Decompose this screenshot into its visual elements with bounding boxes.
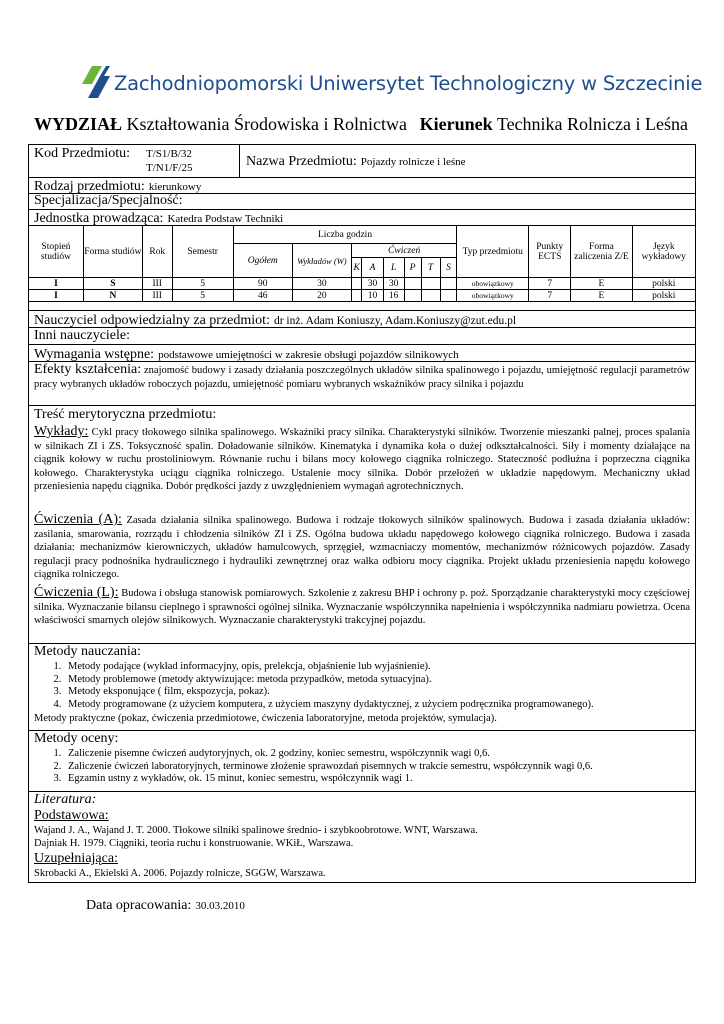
assessment-label: Metody oceny: (34, 731, 119, 746)
header-type: Typ przedmiotu (457, 226, 529, 278)
outcomes-text: Efekty kształcenia: znajomość budowy i zasady działania poszczególnych układów silnika spalinowego i pojazdu, umiejętność regulacji parametrów pracy wybranych układów roboczych pojazdu, umiejętność pomiaru wybranych wskaźników pracy silnika i pojazdu (34, 362, 691, 390)
literature-label: Literatura: (34, 792, 97, 807)
requirements-value: podstawowe umiejętności w zakresie obsługi pojazdów silnikowych (158, 349, 459, 361)
course-type-row (28, 178, 696, 194)
list-item: Skrobacki A., Ekielski A. 2006. Pojazdy rolnicze, SGGW, Warszawa. (34, 868, 326, 879)
requirements-row (28, 345, 696, 362)
course-code-label: Kod Przedmiotu: (34, 146, 131, 161)
methods-label: Metody nauczania: (34, 644, 141, 659)
other-teachers-label: Inni nauczyciele: (34, 328, 131, 343)
header-pass: Forma zaliczenia Z/E (571, 226, 632, 278)
header-k: K (351, 258, 362, 278)
header-t: T (421, 258, 440, 278)
header-lectures: Wykładów (W) (292, 244, 351, 278)
hours-table (28, 225, 696, 302)
table-row: I N III 5 46 20 10 16 obowiązkowy 7 E polski (29, 290, 696, 302)
header-level: Stopień studiów (29, 226, 84, 278)
header-ects: Punkty ECTS (529, 226, 571, 278)
header-lang: Język wykładowy (632, 226, 695, 278)
literature-supp-label: Uzupełniająca: (34, 851, 118, 866)
assessment-section (28, 731, 696, 792)
course-type-value: kierunkowy (148, 181, 202, 193)
table-row: I S III 5 90 30 30 30 obowiązkowy 7 E polski (29, 278, 696, 290)
lectures-text: Wykłady: Cykl pracy tłokowego silnika spalinowego. Wskaźniki pracy silnika. Charakterystyki silników. Tworzenie mieszanki palnej, proces spalania w silnikach ZI i ZS. Toksyczność spalin. Doładowanie silników. Kinematyka i dynamika koła o dużej odkształcalności. Siły i momenty działające na ciągnik kołowy w ruchu prostoliniowym. Równanie ruchu i bilans mocy kołowego ciągnika rolniczego. Stateczność podłużna i poprzeczna ciągnika kołowego. Charakterystyka uciągu ciągnika rolniczego. Ustalenie mocy silnika. Dobór przełożeń w układzie napędowym. Mechaniczny układ przeniesienia napędu ciągnika. Dobór prędkości jazdy z uwzględnieniem wymagań agrotechnicznych. (34, 424, 690, 492)
unit-label: Jednostka prowadząca: (34, 211, 164, 226)
header-hours: Liczba godzin (233, 226, 457, 244)
header-a: A (362, 258, 383, 278)
list-item: 2. Metody problemowe (metody aktywizujące: metoda przypadków, metoda sytuacyjna). (64, 674, 724, 687)
methods-section (28, 644, 696, 731)
course-name: Nazwa Przedmiotu: Pojazdy rolnicze i leśne (246, 154, 466, 169)
outcomes-row (28, 362, 696, 406)
divider (239, 144, 240, 177)
content-section (28, 406, 696, 644)
specialization-label: Specjalizacja/Specjalność: (34, 193, 183, 208)
list-item: 1. Metody podające (wykład informacyjny, opis, prelekcja, objaśnienie lub wyjaśnienie). (64, 661, 724, 674)
specialization-row (28, 194, 696, 210)
field-heading: Kierunek Technika Rolnicza i Leśna (419, 114, 688, 134)
header-l: L (383, 258, 404, 278)
content-label: Treść merytoryczna przedmiotu: (34, 407, 217, 422)
unit-row (28, 210, 696, 226)
teacher-value: dr inż. Adam Koniuszy, Adam.Koniuszy@zut.edu.pl (273, 315, 517, 327)
header-semester: Semestr (172, 226, 233, 278)
methods-list (28, 661, 724, 711)
exercises-a-text: Ćwiczenia (A): Zasada działania silnika spalinowego. Budowa i rodzaje tłokowych silników spalinowych. Budowa i zasada działania układów: zasilania, smarowania, rozrządu i chłodzenia silników ZI i ZS. Ogólna budowa układu napędowego kołowego ciągnika rolniczego. Budowa i zasada działania: mechanizmów kierowniczych, układów hamulcowych, sprzęgieł, wzmacniaczy momentów, mechanizmów różnicowych pojazdów. Zasady regulacji pracy podnośnika hydraulicznego i hydrauliki zewnętrznej oraz wałka odbioru mocy ciągnika. Projekt układu przeniesienia napędu kołowego ciągnika rolniczego. (34, 512, 690, 580)
teacher-row (28, 310, 696, 328)
list-item: Dajniak H. 1979. Ciągniki, teoria ruchu i konstruowanie. WKiŁ, Warszawa. (34, 838, 354, 849)
requirements-label: Wymagania wstępne: (34, 347, 155, 362)
methods-practical: Metody praktyczne (pokaz, ćwiczenia przedmiotowe, ćwiczenia laboratoryjne, metoda projektów, symulacja). (34, 713, 497, 724)
header-exercises: Ćwiczeń (351, 244, 456, 258)
faculty-heading: WYDZIAŁ Kształtowania Środowiska i Rolnictwa (34, 114, 407, 134)
header-year: Rok (142, 226, 172, 278)
literature-section (28, 792, 696, 882)
literature-basic-label: Podstawowa: (34, 808, 109, 823)
header-p: P (404, 258, 421, 278)
other-teachers-row (28, 328, 696, 345)
header-total: Ogółem (233, 244, 292, 278)
course-code-line2: T/N1/F/25 (146, 162, 193, 174)
date-footer: Data opracowania: 30.03.2010 (86, 898, 245, 913)
list-item: 4. Metody programowane (z użyciem komputera, z użyciem maszyny dydaktycznej, z użyciem podręcznika programowanego). (64, 699, 724, 712)
list-item: 3. Egzamin ustny z wykładów, ok. 15 minut, koniec semestru, współczynnik wagi 1. (64, 773, 724, 786)
header-form: Forma studiów (83, 226, 142, 278)
course-code-row (28, 144, 696, 178)
unit-value: Katedra Podstaw Techniki (167, 213, 284, 225)
university-logo (80, 66, 110, 98)
course-type-label: Rodzaj przedmiotu: (34, 179, 145, 194)
list-item: 1. Zaliczenie pisemne ćwiczeń audytoryjnych, ok. 2 godziny, koniec semestru, współczynnik wagi 0,6. (64, 748, 724, 761)
list-item: 3. Metody eksponujące ( film, ekspozycja, pokaz). (64, 686, 724, 699)
university-name: Zachodniopomorski Uniwersytet Technologiczny w Szczecinie (114, 72, 703, 95)
teacher-label: Nauczyciel odpowiedzialny za przedmiot: (34, 313, 270, 328)
header-s: S (440, 258, 457, 278)
list-item: 2. Zaliczenie ćwiczeń laboratoryjnych, terminowe złożenie sprawozdań pisemnych w trakcie semestru, współczynnik wagi 0,6. (64, 761, 724, 774)
course-code-line1: T/S1/B/32 (146, 148, 192, 160)
assessment-list (28, 748, 724, 786)
exercises-l-text: Ćwiczenia (L): Budowa i obsługa stanowisk pomiarowych. Szkolenie z zakresu BHP i ochrony p. poż. Sporządzanie charakterystyki mocy częściowej silnika. Wyznaczanie bilansu cieplnego i sprawności ogólnej silnika. Wyznaczanie współczynnika napełnienia i współczynnika nadmiaru powietrza. Ocena właściwości smarnych olejów silnikowych. Wyznaczanie charakterystyki trakcyjnej pojazdu. (34, 585, 691, 626)
list-item: Wajand J. A., Wajand J. T. 2000. Tłokowe silniki spalinowe średnio- i szybkoobrotowe. WNT, Warszawa. (34, 825, 478, 836)
